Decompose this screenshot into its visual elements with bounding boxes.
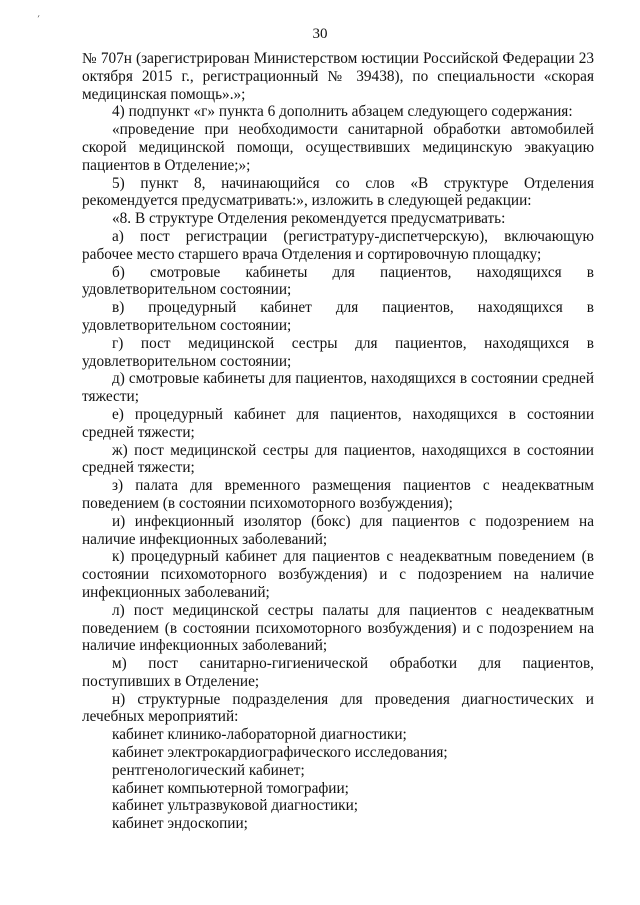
sublist-item: кабинет клинико-лабораторной диагностики; <box>112 726 407 744</box>
list-item-i: и) инфекционный изолятор (бокс) для пациентов с подозрением на наличие инфекционных заболеваний; <box>82 512 594 548</box>
list-item-d: д) смотровые кабинеты для пациентов, находящихся в состоянии средней тяжести; <box>82 370 594 406</box>
list-item-g: г) пост медицинской сестры для пациентов, находящихся в удовлетворительном состоянии; <box>82 334 594 370</box>
sublist-item: кабинет эндоскопии; <box>112 815 248 833</box>
list-item-k: к) процедурный кабинет для пациентов с неадекватным поведением (в состоянии психомоторного возбуждения) и с подозрением на наличие инфекционных заболеваний; <box>82 548 594 601</box>
sublist-item: кабинет компьютерной томографии; <box>112 779 349 797</box>
list-item-e: е) процедурный кабинет для пациентов, находящихся в состоянии средней тяжести; <box>82 405 594 441</box>
paragraph-item-5: 5) пункт 8, начинающийся со слов «В структуре Отделения рекомендуется предусматривать:», изложить в следующей редакции: <box>82 174 594 210</box>
document-body <box>82 50 594 833</box>
list-item-a: а) пост регистрации (регистратуру-диспетчерскую), включающую рабочее место старшего врача Отделения и сортировочную площадку; <box>82 227 594 263</box>
page-number: 30 <box>312 26 328 42</box>
list-item-l: л) пост медицинской сестры палаты для пациентов с неадекватным поведением (в состоянии психомоторного возбуждения) и с подозрением на наличие инфекционных заболеваний; <box>82 601 594 655</box>
sublist-item: рентгенологический кабинет; <box>112 761 305 779</box>
sublist-item: кабинет ультразвуковой диагностики; <box>112 797 359 815</box>
sublist-item: кабинет электрокардиографического исследования; <box>112 744 448 762</box>
paragraph-quote-sanitary: «проведение при необходимости санитарной обработки автомобилей скорой медицинской помощи, осуществивших медицинскую эвакуацию пациентов в Отделение;»; <box>82 121 594 174</box>
paragraph-item-4: 4) подпункт «г» пункта 6 дополнить абзацем следующего содержания: <box>112 103 573 121</box>
paragraph-order-reference: № 707н (зарегистрирован Министерством юстиции Российской Федерации 23 октября 2015 г., регистрационный № 39438), по специальности «скорая медицинская помощь».»; <box>82 50 594 103</box>
corner-mark: ´ <box>36 13 44 27</box>
list-item-v: в) процедурный кабинет для пациентов, находящихся в удовлетворительном состоянии; <box>82 299 594 334</box>
paragraph-point-8: «8. В структуре Отделения рекомендуется предусматривать: <box>112 210 506 228</box>
list-item-m: м) пост санитарно-гигиенической обработки для пациентов, поступивших в Отделение; <box>82 655 594 690</box>
list-item-z: з) палата для временного размещения пациентов с неадекватным поведением (в состоянии психомоторного возбуждения); <box>82 477 594 512</box>
list-item-n: н) структурные подразделения для проведения диагностических и лечебных мероприятий: <box>82 690 594 726</box>
list-item-b: б) смотровые кабинеты для пациентов, находящихся в удовлетворительном состоянии; <box>82 263 594 299</box>
list-item-zh: ж) пост медицинской сестры для пациентов, находящихся в состоянии средней тяжести; <box>82 441 594 477</box>
